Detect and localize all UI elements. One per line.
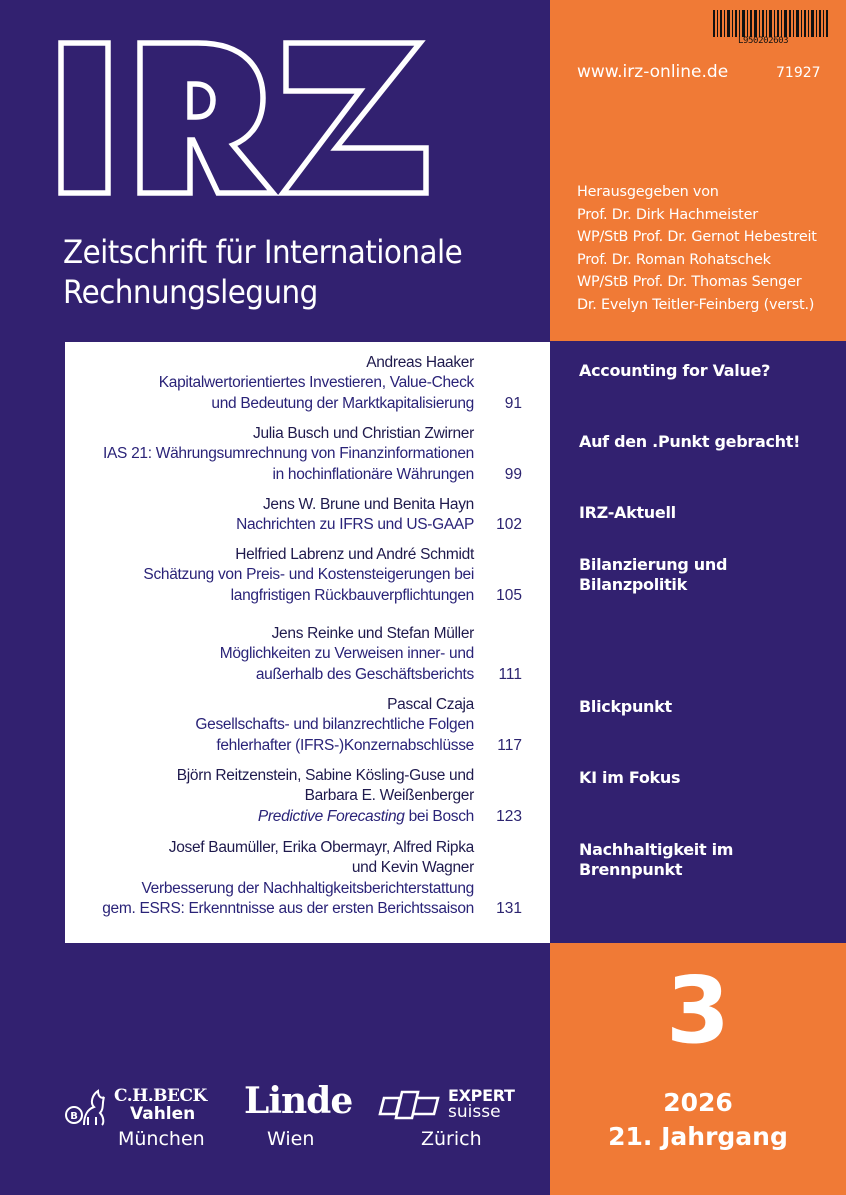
- section-labels: [550, 342, 846, 943]
- publisher-expert-name: EXPERT: [448, 1086, 515, 1105]
- publisher-city-zurich: Zürich: [421, 1128, 482, 1150]
- publisher-city-munich: München: [118, 1128, 205, 1150]
- toc-title: außerhalb des Geschäftsberichts: [255, 665, 474, 683]
- toc-author: Josef Baumüller, Erika Obermayr, Alfred Ripka: [168, 839, 474, 856]
- publisher-linde-name: Linde: [244, 1080, 353, 1122]
- toc-title: Gesellschafts- und bilanzrechtliche Folgen: [195, 716, 474, 734]
- subtitle-line-1: Zeitschrift für Internationale: [63, 233, 463, 271]
- table-of-contents: [65, 342, 550, 943]
- toc-author: Andreas Haaker: [366, 354, 474, 371]
- toc-page-number: 123: [496, 807, 522, 825]
- toc-title: langfristigen Rückbauverpflichtungen: [230, 586, 474, 604]
- toc-author: Pascal Czaja: [387, 696, 474, 713]
- section-label[interactable]: Accounting for Value?: [579, 361, 771, 380]
- toc-author: Jens W. Brune und Benita Hayn: [262, 496, 474, 513]
- section-label[interactable]: Auf den .Punkt gebracht!: [579, 432, 801, 451]
- toc-page-number: 99: [504, 465, 522, 483]
- toc-title: Verbesserung der Nachhaltigkeitsberichterstattung: [141, 879, 474, 897]
- issue-volume: 21. Jahrgang: [608, 1122, 788, 1151]
- editor-name: WP/StB Prof. Dr. Thomas Senger: [577, 274, 802, 291]
- toc-author: Julia Busch und Christian Zwirner: [253, 425, 474, 442]
- svg-text:B: B: [70, 1111, 78, 1122]
- section-label[interactable]: Blickpunkt: [579, 697, 672, 716]
- toc-title: Schätzung von Preis- und Kostensteigerungen bei: [143, 566, 474, 584]
- toc-author: Björn Reitzenstein, Sabine Kösling-Guse und: [176, 767, 474, 784]
- publisher-beck-name: C.H.BECK: [114, 1086, 207, 1106]
- publisher-city-vienna: Wien: [267, 1128, 315, 1150]
- toc-author: Helfried Labrenz und André Schmidt: [235, 546, 474, 563]
- barcode-icon: [713, 10, 828, 37]
- toc-title: fehlerhafter (IFRS-)Konzernabschlüsse: [216, 736, 474, 754]
- journal-subtitle: [63, 232, 462, 312]
- irz-logo: [58, 40, 498, 200]
- toc-title-rest: bei Bosch: [404, 807, 474, 825]
- toc-title: [177, 807, 474, 827]
- toc-title-italic: Predictive Forecasting: [257, 807, 405, 825]
- toc-title: in hochinflationäre Währungen: [272, 465, 474, 483]
- toc-title: Nachrichten zu IFRS und US-GAAP: [236, 516, 474, 534]
- toc-page-number: 131: [496, 899, 522, 917]
- toc-title: gem. ESRS: Erkenntnisse aus der ersten Berichtssaison: [102, 899, 474, 917]
- editor-name: WP/StB Prof. Dr. Gernot Hebestreit: [577, 229, 817, 246]
- section-label[interactable]: IRZ-Aktuell: [579, 503, 676, 522]
- toc-page-number: 91: [504, 394, 522, 412]
- toc-title: Kapitalwertorientiertes Investieren, Value-Check: [158, 374, 474, 392]
- expert-suisse-logo-icon: [378, 1088, 440, 1122]
- section-label[interactable]: Nachhaltigkeit im Brennpunkt: [579, 840, 734, 879]
- barcode-number: L950202603: [738, 36, 789, 46]
- section-label[interactable]: Bilanzierung und Bilanzpolitik: [579, 555, 728, 594]
- editor-name: Dr. Evelyn Teitler-Feinberg (verst.): [577, 296, 815, 313]
- toc-author: Barbara E. Weißenberger: [304, 787, 474, 805]
- toc-page-number: 105: [496, 586, 522, 604]
- section-label[interactable]: KI im Fokus: [579, 768, 681, 787]
- subtitle-line-2: Rechnungslegung: [63, 273, 318, 311]
- issue-number: 3: [665, 957, 730, 1064]
- griffin-logo-icon: [64, 1085, 108, 1129]
- toc-page-number: 102: [496, 516, 522, 534]
- toc-title: IAS 21: Währungsumrechnung von Finanzinformationen: [103, 445, 474, 463]
- editor-name: Prof. Dr. Dirk Hachmeister: [577, 206, 758, 223]
- toc-page-number: 117: [497, 736, 522, 754]
- toc-title: Möglichkeiten zu Verweisen inner- und: [219, 645, 474, 663]
- editor-name: Prof. Dr. Roman Rohatschek: [577, 251, 771, 268]
- toc-author: und Kevin Wagner: [351, 859, 474, 877]
- editors-list: [577, 181, 817, 317]
- website-link[interactable]: www.irz-online.de: [577, 62, 729, 82]
- issue-panel: [550, 943, 846, 1195]
- issue-year: 2026: [663, 1088, 733, 1117]
- publisher-suisse-name: suisse: [448, 1102, 501, 1122]
- toc-title: und Bedeutung der Marktkapitalisierung: [211, 394, 474, 412]
- toc-page-number: 111: [498, 665, 522, 683]
- publisher-vahlen-name: Vahlen: [130, 1104, 196, 1124]
- editors-heading: Herausgegeben von: [577, 184, 719, 200]
- toc-author: Jens Reinke und Stefan Müller: [271, 625, 474, 642]
- issn-code: 71927: [776, 65, 821, 81]
